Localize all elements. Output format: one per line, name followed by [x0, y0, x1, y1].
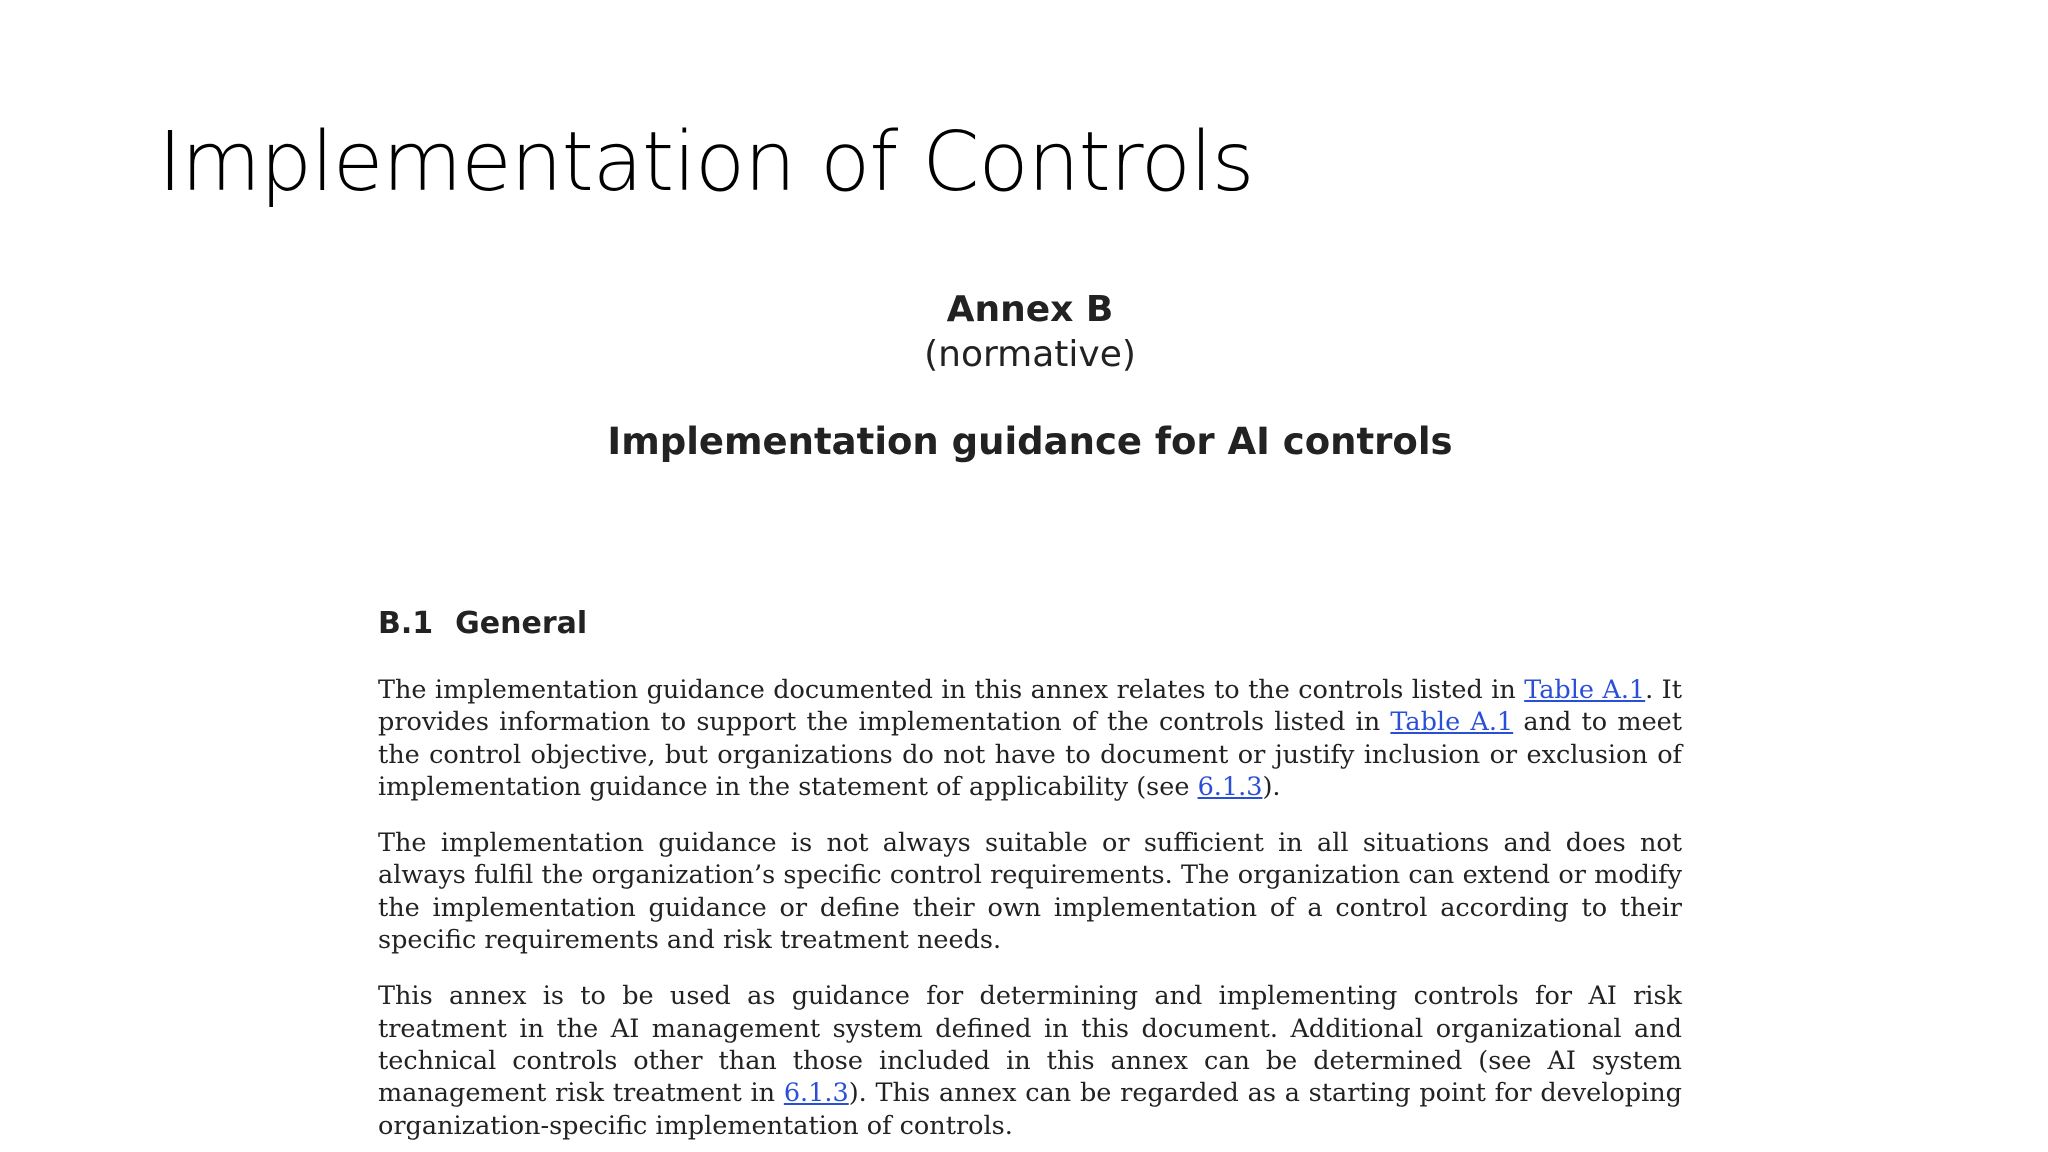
paragraph-2: The implementation guidance is not always suitable or sufficient in all situations and does not always fulfil the organization’s specific control requirements. The organization can extend or modify the implementation guidance or define their own implementation of a control according to their specific requirements and risk treatment needs. — [378, 828, 1682, 956]
paragraph-3-text-b: ). This annex can be regarded as a starting point for developing organization-specific implementation of controls. — [378, 1078, 1682, 1141]
table-a1-link-2[interactable]: Table A.1 — [1390, 707, 1514, 738]
paragraph-3 — [378, 980, 1682, 1141]
section-body — [378, 674, 1682, 1152]
slide-title: Implementation of Controls — [158, 115, 1254, 210]
paragraph-1-text-d: ). — [1262, 771, 1281, 802]
section-heading — [378, 606, 587, 641]
section-number: B.1 — [378, 606, 434, 641]
paragraph-1 — [378, 674, 1682, 803]
annex-header — [378, 288, 1682, 466]
annex-subtitle: (normative) — [924, 334, 1136, 375]
paragraph-1-text-c: and to meet the control objective, but organizations do not have to document or justify inclusion or exclusion of implementation guidance in the statement of applicability (see — [378, 707, 1682, 802]
paragraph-1-text-b: . It provides information to support the implementation of the controls listed in — [378, 675, 1682, 738]
annex-main-title: Implementation guidance for AI controls — [607, 420, 1453, 463]
paragraph-1-text-a: The implementation guidance documented in this annex relates to the controls listed in — [378, 675, 1525, 705]
clause-6-1-3-link[interactable]: 6.1.3 — [1197, 771, 1263, 802]
annex-title: Annex B — [946, 289, 1114, 330]
paragraph-3-text-a: This annex is to be used as guidance for determining and implementing controls for AI risk treatment in the AI management system defined in this document. Additional organizational and technical controls other than those included in this annex can be determined (see AI system management risk treatment in — [378, 981, 1682, 1109]
table-a1-link[interactable]: Table A.1 — [1524, 675, 1646, 705]
clause-6-1-3-link-2[interactable]: 6.1.3 — [783, 1078, 849, 1109]
document-excerpt — [378, 288, 1682, 1152]
section-title: General — [455, 606, 588, 641]
